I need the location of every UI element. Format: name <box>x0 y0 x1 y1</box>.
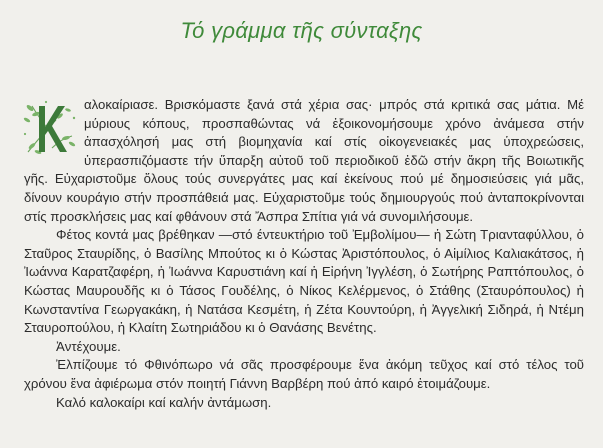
paragraph-5: Καλό καλοκαίρι καί καλήν ἀντάμωση. <box>56 394 272 410</box>
paragraph-3: Ἀντέχουμε. <box>56 338 121 354</box>
leaf-ornament-icon <box>22 98 78 158</box>
page-title: Τό γράμμα τῆς σύνταξης <box>180 18 423 43</box>
paragraph-1: αλοκαίριασε. Βρισκόμαστε ξανά στά χέρια σας· μπρός στά κριτικά σας μάτια. Μέ μύριους κόπους, προσπαθώντας νά ἐξοικονομήσουμε χρόνο ἀνάμεσα στήν ἀπασχόλησή μας στή βιομηχανία καί στίς οἰκογενειακές μας ὑποχρεώσεις, ὑπερασπιζόμαστε τήν ὕπαρξη αὐτοῦ τοῦ περιοδικοῦ ἐδῶ στήν ἄκρη τῆς Βοιωτικῆς γῆς. Εὐχαριστοῦμε ὅλους τούς συνεργάτες μας καί ἐκείνους πού μέ δημοσιεύσεις γιά μᾶς, δίνουν κουράγιο στήν προσπάθειά μας. Εὐχαριστοῦμε τούς δημιουργούς πού ἀνταποκρίνονται στίς προσκλήσεις μας καί φθάνουν στά Ἄσπρα Σπίτια γιά νά συνομιλήσουμε. <box>24 97 584 224</box>
paragraph-2: Φέτος κοντά μας βρέθηκαν —στό έντευκτήριο τοῦ Ἐμβολίμου— ἡ Σώτη Τριανταφύλλου, ὁ Σταῦρος Σταυρίδης, ὁ Βασίλης Μπούτος κι ὁ Κώστας Ἀριστόπουλος, ὁ Αἰμίλιος Καλιακάτσος, ἡ Ἰωάννα Καρατζαφέρη, ἡ Ἰωάννα Καρυστιάνη καί ἡ Εἰρήνη Ἰγγλέση, ὁ Σωτήρης Ραπτόπουλος, ὁ Κώστας Μαυρουδῆς κι ὁ Τάσος Γουδέλης, ὁ Νίκος Κελέρμενος, ὁ Στάθης (Σταυρόπουλος) ἡ Κωνσταντίνα Γεωργακάκη, ἡ Νατάσα Κεσμέτη, ἡ Ζέτα Κουντούρη, ἡ Ἀγγελική Σιδηρά, ἡ Ντέμη Σταυροπούλου, ἡ Κλαίτη Σωτηριάδου κι ὁ Θανάσης Βενέτης. <box>24 227 584 336</box>
ornamental-drop-cap <box>22 98 78 158</box>
paragraph-4: Ἐλπίζουμε τό Φθινόπωρο νά σᾶς προσφέρουμε ἕνα ἀκόμη τεῦχος καί στό τέλος τοῦ χρόνου ἕνα ἀφιέρωμα στόν ποιητή Γιάννη Βαρβέρη πού ἀπό καιρό ἑτοιμάζουμε. <box>24 357 584 391</box>
letter-body <box>24 96 584 412</box>
